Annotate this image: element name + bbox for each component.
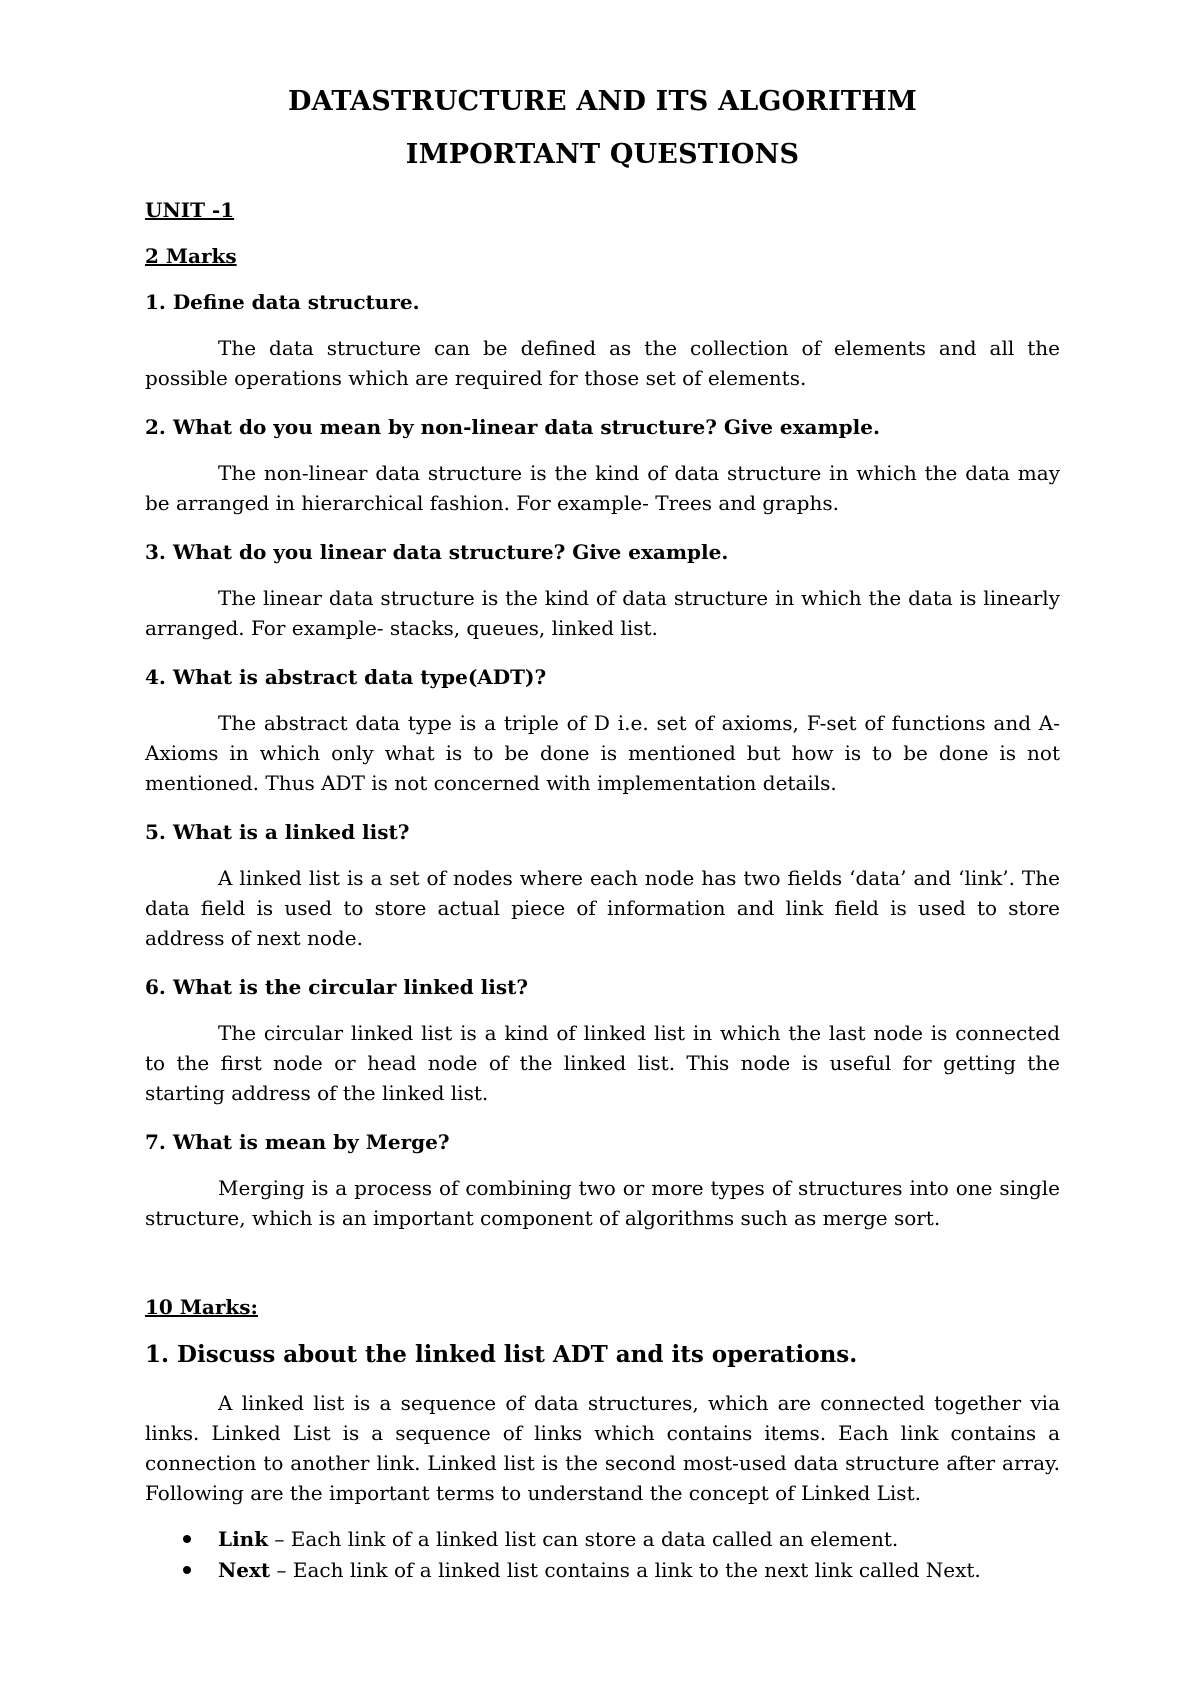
question-2: 2. What do you mean by non-linear data structure? Give example. xyxy=(145,415,880,439)
term-name: Link xyxy=(218,1527,269,1551)
answer-1: The data structure can be defined as the collection of elements and all the possible operations which are required for those set of elements. xyxy=(145,336,1060,390)
ten-marks-question-1: 1. Discuss about the linked list ADT and its operations. xyxy=(145,1341,858,1368)
answer-4: The abstract data type is a triple of D i.e. set of axioms, F-set of functions and A-Axioms in which only what is to be done is mentioned but how is to be done is not mentioned. Thus ADT is not concerned with implementation details. xyxy=(145,711,1060,795)
term-definition: – Each link of a linked list contains a link to the next link called Next. xyxy=(270,1558,981,1582)
answer-7: Merging is a process of combining two or more types of structures into one single structure, which is an important component of algorithms such as merge sort. xyxy=(145,1176,1060,1230)
question-1: 1. Define data structure. xyxy=(145,290,420,314)
linked-list-terms xyxy=(145,1524,1060,1586)
bullet-icon xyxy=(183,1566,191,1574)
question-3: 3. What do you linear data structure? Give example. xyxy=(145,540,729,564)
ten-marks-answer-1: A linked list is a sequence of data structures, which are connected together via links. Linked List is a sequence of links which contains items. Each link contains a connection to another link. Linked list is the second most-used data structure after array. Following are the important terms to understand the concept of Linked List. xyxy=(145,1391,1060,1505)
ten-marks-heading: 10 Marks: xyxy=(145,1295,258,1319)
answer-6: The circular linked list is a kind of linked list in which the last node is connected to the first node or head node of the linked list. This node is useful for getting the starting address of the linked list. xyxy=(145,1021,1060,1105)
term-definition: – Each link of a linked list can store a data called an element. xyxy=(268,1527,899,1551)
two-marks-heading: 2 Marks xyxy=(145,244,237,268)
question-6: 6. What is the circular linked list? xyxy=(145,975,529,999)
two-marks-list xyxy=(145,288,1060,1233)
document-title: DATASTRUCTURE AND ITS ALGORITHM xyxy=(288,86,917,117)
answer-3: The linear data structure is the kind of data structure in which the data is linearly arranged. For example- stacks, queues, linked list. xyxy=(145,586,1060,640)
question-5: 5. What is a linked list? xyxy=(145,820,410,844)
answer-2: The non-linear data structure is the kind of data structure in which the data may be arranged in hierarchical fashion. For example- Trees and graphs. xyxy=(145,461,1060,515)
document-content xyxy=(145,86,1060,1586)
document-subtitle: IMPORTANT QUESTIONS xyxy=(405,139,800,170)
answer-5: A linked list is a set of nodes where each node has two fields ‘data’ and ‘link’. The data field is used to store actual piece of information and link field is used to store address of next node. xyxy=(145,866,1060,950)
term-name: Next xyxy=(218,1558,271,1582)
question-7: 7. What is mean by Merge? xyxy=(145,1130,450,1154)
list-item xyxy=(145,1555,1060,1586)
bullet-icon xyxy=(183,1535,191,1543)
list-item xyxy=(145,1524,1060,1555)
unit-heading: UNIT -1 xyxy=(145,198,235,222)
question-4: 4. What is abstract data type(ADT)? xyxy=(145,665,547,689)
